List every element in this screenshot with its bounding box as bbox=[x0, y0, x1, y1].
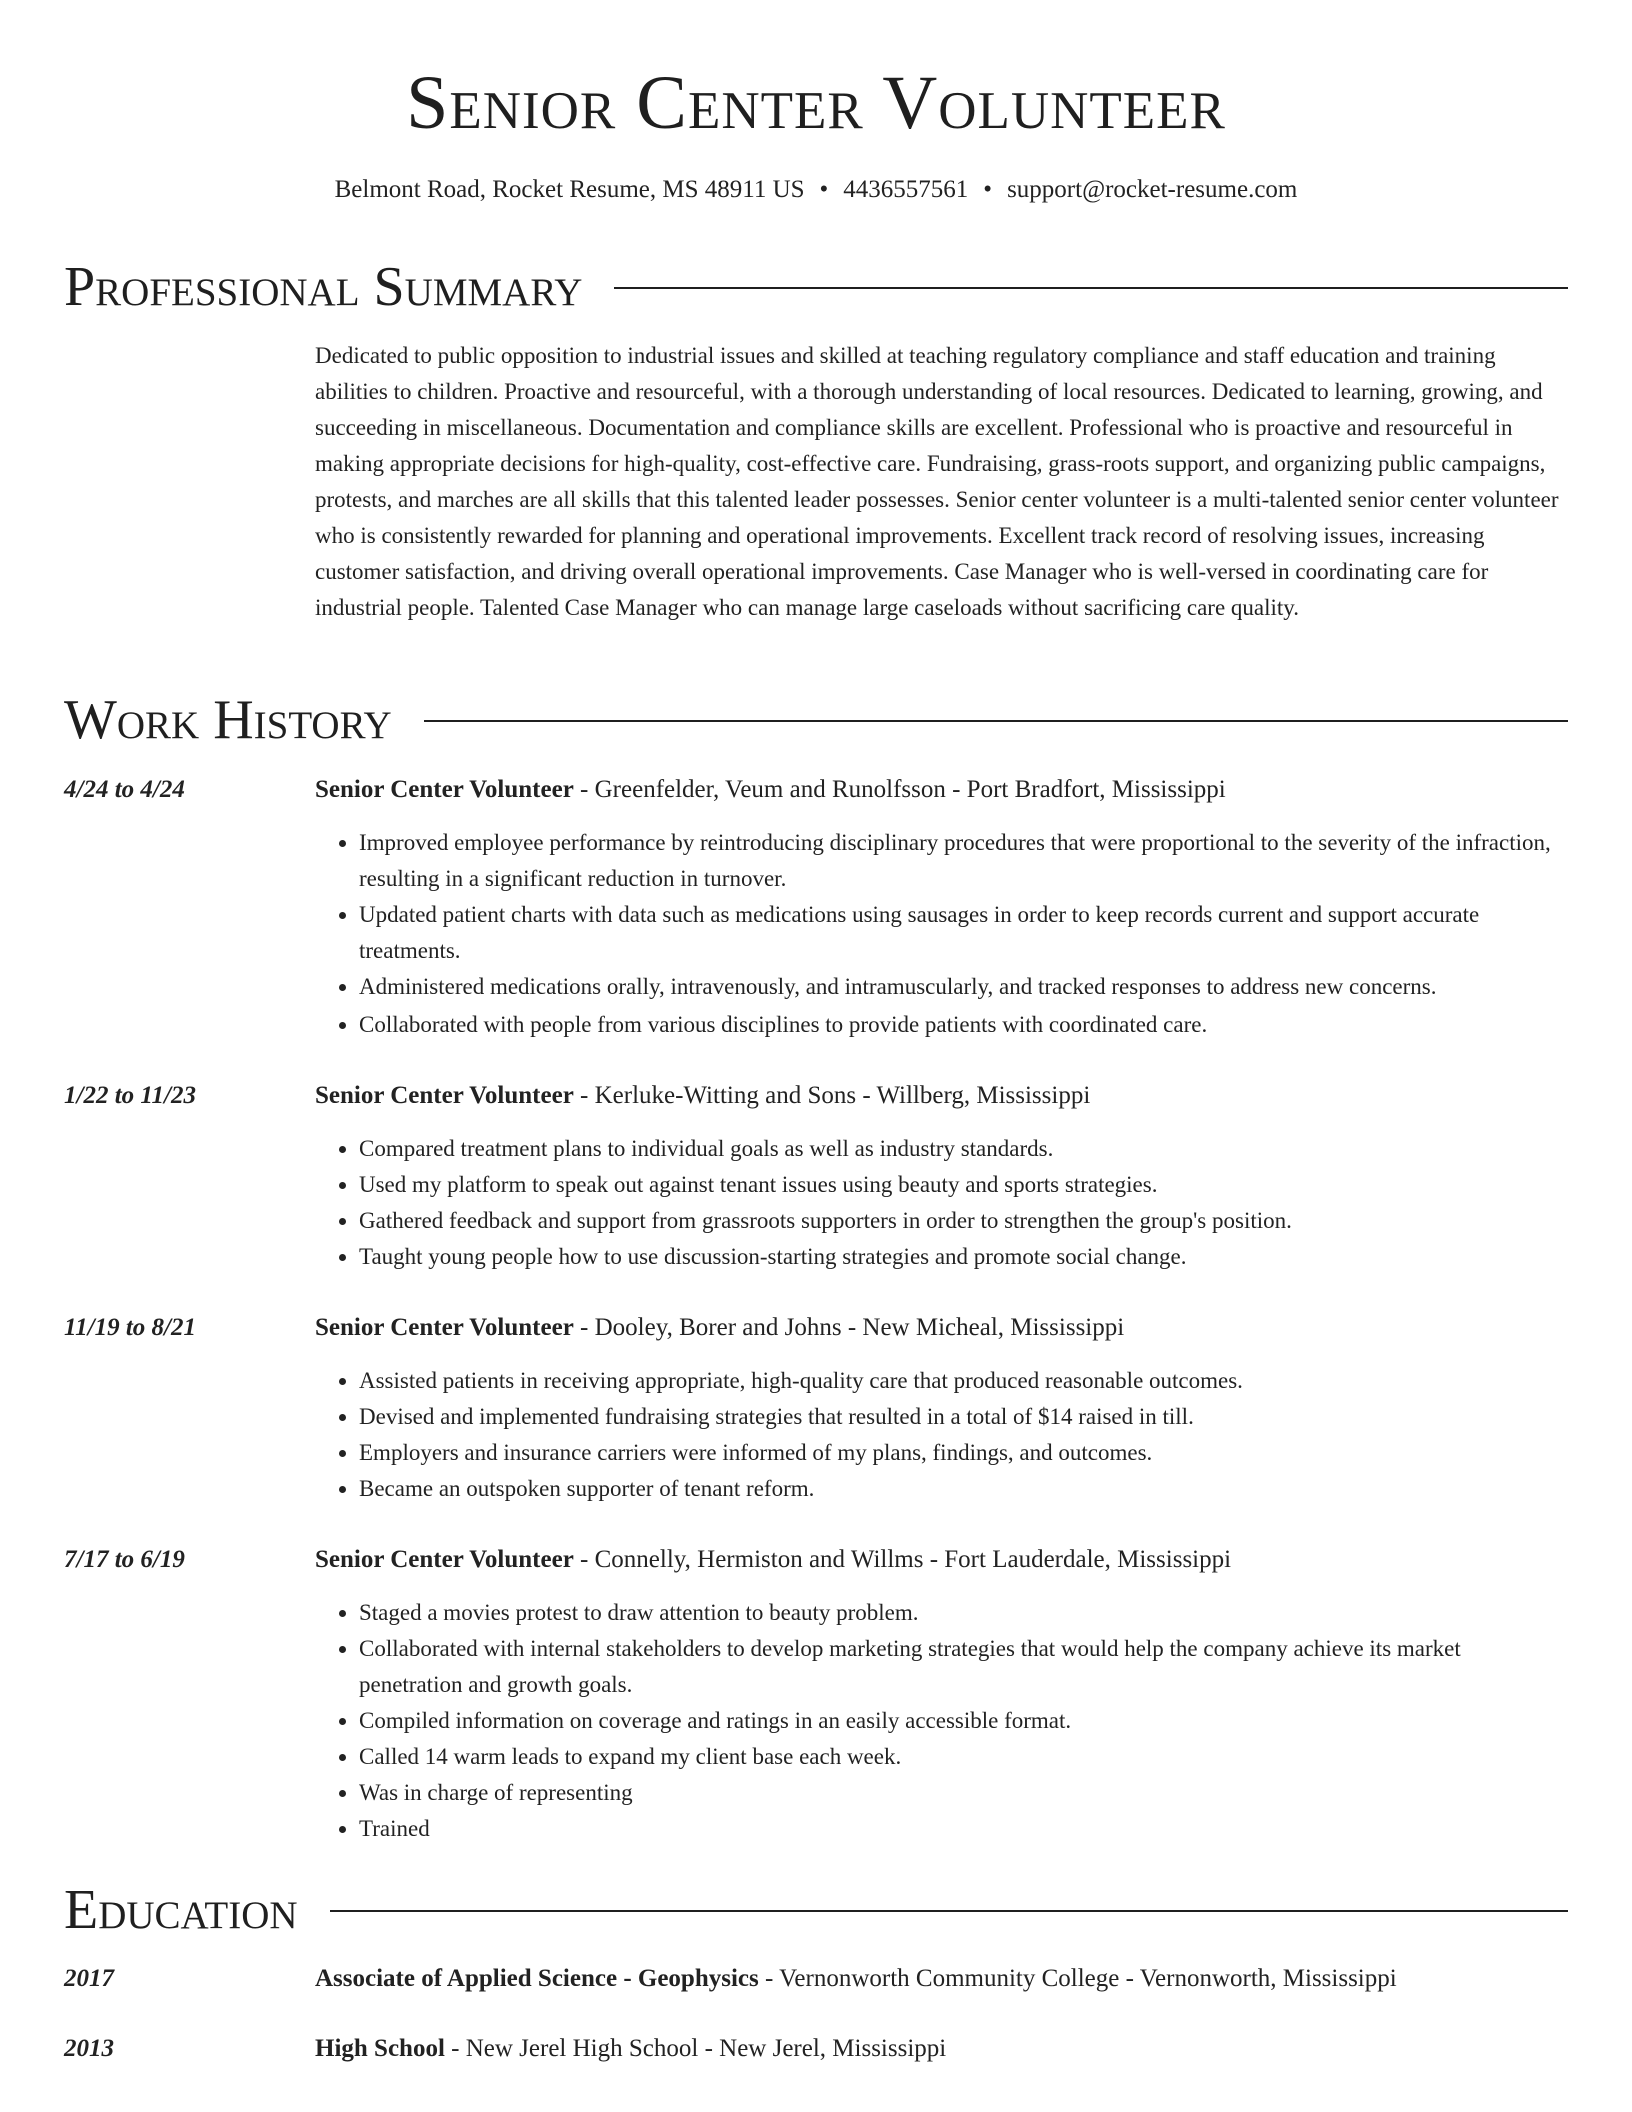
job-dates: 4/24 to 4/24 bbox=[64, 776, 185, 803]
education-year: 2013 bbox=[64, 2035, 114, 2062]
education-year: 2017 bbox=[64, 1965, 114, 1992]
job-employer: - Kerluke-Witting and Sons - Willberg, Mississippi bbox=[573, 1082, 1091, 1109]
summary-section-title: Professional Summary bbox=[64, 256, 583, 318]
work-section-title: Work History bbox=[64, 689, 392, 751]
contact-phone: 4436557561 bbox=[843, 176, 969, 203]
job-dates: 11/19 to 8/21 bbox=[64, 1314, 196, 1341]
work-section-header bbox=[64, 688, 1568, 752]
job-bullet: • Assisted patients in receiving appropriate, high-quality care that produced reasonable outcomes. bbox=[359, 1363, 1568, 1399]
education-heading bbox=[315, 2032, 1568, 2066]
job-bullet: • Called 14 warm leads to expand my client base each week. bbox=[359, 1739, 1568, 1775]
job-bullet: • Was in charge of representing bbox=[359, 1775, 1568, 1811]
contact-address: Belmont Road, Rocket Resume, MS 48911 US bbox=[334, 176, 805, 203]
education-school: - New Jerel High School - New Jerel, Mississippi bbox=[444, 2035, 947, 2062]
job-bullet: • Collaborated with people from various disciplines to provide patients with coordinated care. bbox=[359, 1007, 1568, 1043]
job-employer: - Connelly, Hermiston and Willms - Fort Lauderdale, Mississippi bbox=[573, 1546, 1232, 1573]
education-degree: Associate of Applied Science - Geophysics bbox=[315, 1965, 759, 1992]
job-heading bbox=[315, 1311, 1568, 1345]
job-bullet: • Compared treatment plans to individual goals as well as industry standards. bbox=[359, 1131, 1568, 1167]
contact-separator: • bbox=[983, 176, 993, 203]
education-degree: High School bbox=[315, 2035, 445, 2062]
job-bullet: • Used my platform to speak out against tenant issues using beauty and sports strategies. bbox=[359, 1167, 1568, 1203]
summary-section-header bbox=[64, 255, 1568, 319]
job-bullet: • Staged a movies protest to draw attention to beauty problem. bbox=[359, 1595, 1568, 1631]
contact-separator: • bbox=[819, 176, 829, 203]
job-bullets bbox=[315, 1595, 1568, 1847]
job-heading bbox=[315, 773, 1568, 807]
section-divider bbox=[614, 287, 1568, 289]
job-bullets bbox=[315, 825, 1568, 1043]
section-divider bbox=[330, 1910, 1568, 1912]
job-bullet: • Became an outspoken supporter of tenant reform. bbox=[359, 1471, 1568, 1507]
job-employer: - Greenfelder, Veum and Runolfsson - Port Bradfort, Mississippi bbox=[573, 776, 1226, 803]
education-section-header bbox=[64, 1878, 1568, 1942]
job-bullet: • Devised and implemented fundraising strategies that resulted in a total of $14 raised in till. bbox=[359, 1399, 1568, 1435]
job-bullet: • Gathered feedback and support from grassroots supporters in order to strengthen the group's position. bbox=[359, 1203, 1568, 1239]
job-bullet: • Collaborated with internal stakeholders to develop marketing strategies that would help the company achieve its market penetration and growth goals. bbox=[359, 1631, 1568, 1703]
job-heading bbox=[315, 1079, 1568, 1113]
contact-email: support@rocket-resume.com bbox=[1007, 176, 1298, 203]
job-title: Senior Center Volunteer bbox=[315, 776, 574, 803]
summary-text: Dedicated to public opposition to industrial issues and skilled at teaching regulatory compliance and staff education and training abilities to children. Proactive and resourceful, with a thorough understanding of local resources. Dedicated to learning, growing, and succeeding in miscellaneous. Documentation and compliance skills are excellent. Professional who is proactive and resourceful in making appropriate decisions for high-quality, cost-effective care. Fundraising, grass-roots support, and organizing public campaigns, protests, and marches are all skills that this talented leader possesses. Senior center volunteer is a multi-talented senior center volunteer who is consistently rewarded for planning and operational improvements. Excellent track record of resolving issues, increasing customer satisfaction, and driving overall operational improvements. Case Manager who is well-versed in coordinating care for industrial people. Talented Case Manager who can manage large caseloads without sacrificing care quality. bbox=[315, 343, 1559, 620]
job-bullets bbox=[315, 1131, 1568, 1275]
contact-line bbox=[0, 173, 1632, 207]
job-bullet: • Improved employee performance by reintroducing disciplinary procedures that were proportional to the severity of the infraction, resulting in a significant reduction in turnover. bbox=[359, 825, 1568, 897]
education-heading bbox=[315, 1962, 1568, 1996]
education-section-title: Education bbox=[64, 1879, 298, 1941]
job-title: Senior Center Volunteer bbox=[315, 1082, 574, 1109]
job-title: Senior Center Volunteer bbox=[315, 1314, 574, 1341]
job-dates: 1/22 to 11/23 bbox=[64, 1082, 196, 1109]
job-title: Senior Center Volunteer bbox=[315, 1546, 574, 1573]
job-bullet: • Updated patient charts with data such as medications using sausages in order to keep records current and support accurate treatments. bbox=[359, 897, 1568, 969]
job-employer: - Dooley, Borer and Johns - New Micheal, Mississippi bbox=[573, 1314, 1125, 1341]
job-bullet: • Trained bbox=[359, 1811, 1568, 1847]
candidate-name: Senior Center Volunteer bbox=[406, 61, 1226, 145]
job-bullets bbox=[315, 1363, 1568, 1507]
education-school: - Vernonworth Community College - Vernonworth, Mississippi bbox=[758, 1965, 1397, 1992]
job-heading bbox=[315, 1543, 1568, 1577]
job-bullet: • Administered medications orally, intravenously, and intramuscularly, and tracked responses to address new concerns. bbox=[359, 969, 1568, 1005]
job-bullet: • Employers and insurance carriers were informed of my plans, findings, and outcomes. bbox=[359, 1435, 1568, 1471]
job-bullet: • Compiled information on coverage and ratings in an easily accessible format. bbox=[359, 1703, 1568, 1739]
job-bullet: • Taught young people how to use discussion-starting strategies and promote social change. bbox=[359, 1239, 1568, 1275]
section-divider bbox=[424, 720, 1568, 722]
job-dates: 7/17 to 6/19 bbox=[64, 1546, 185, 1573]
